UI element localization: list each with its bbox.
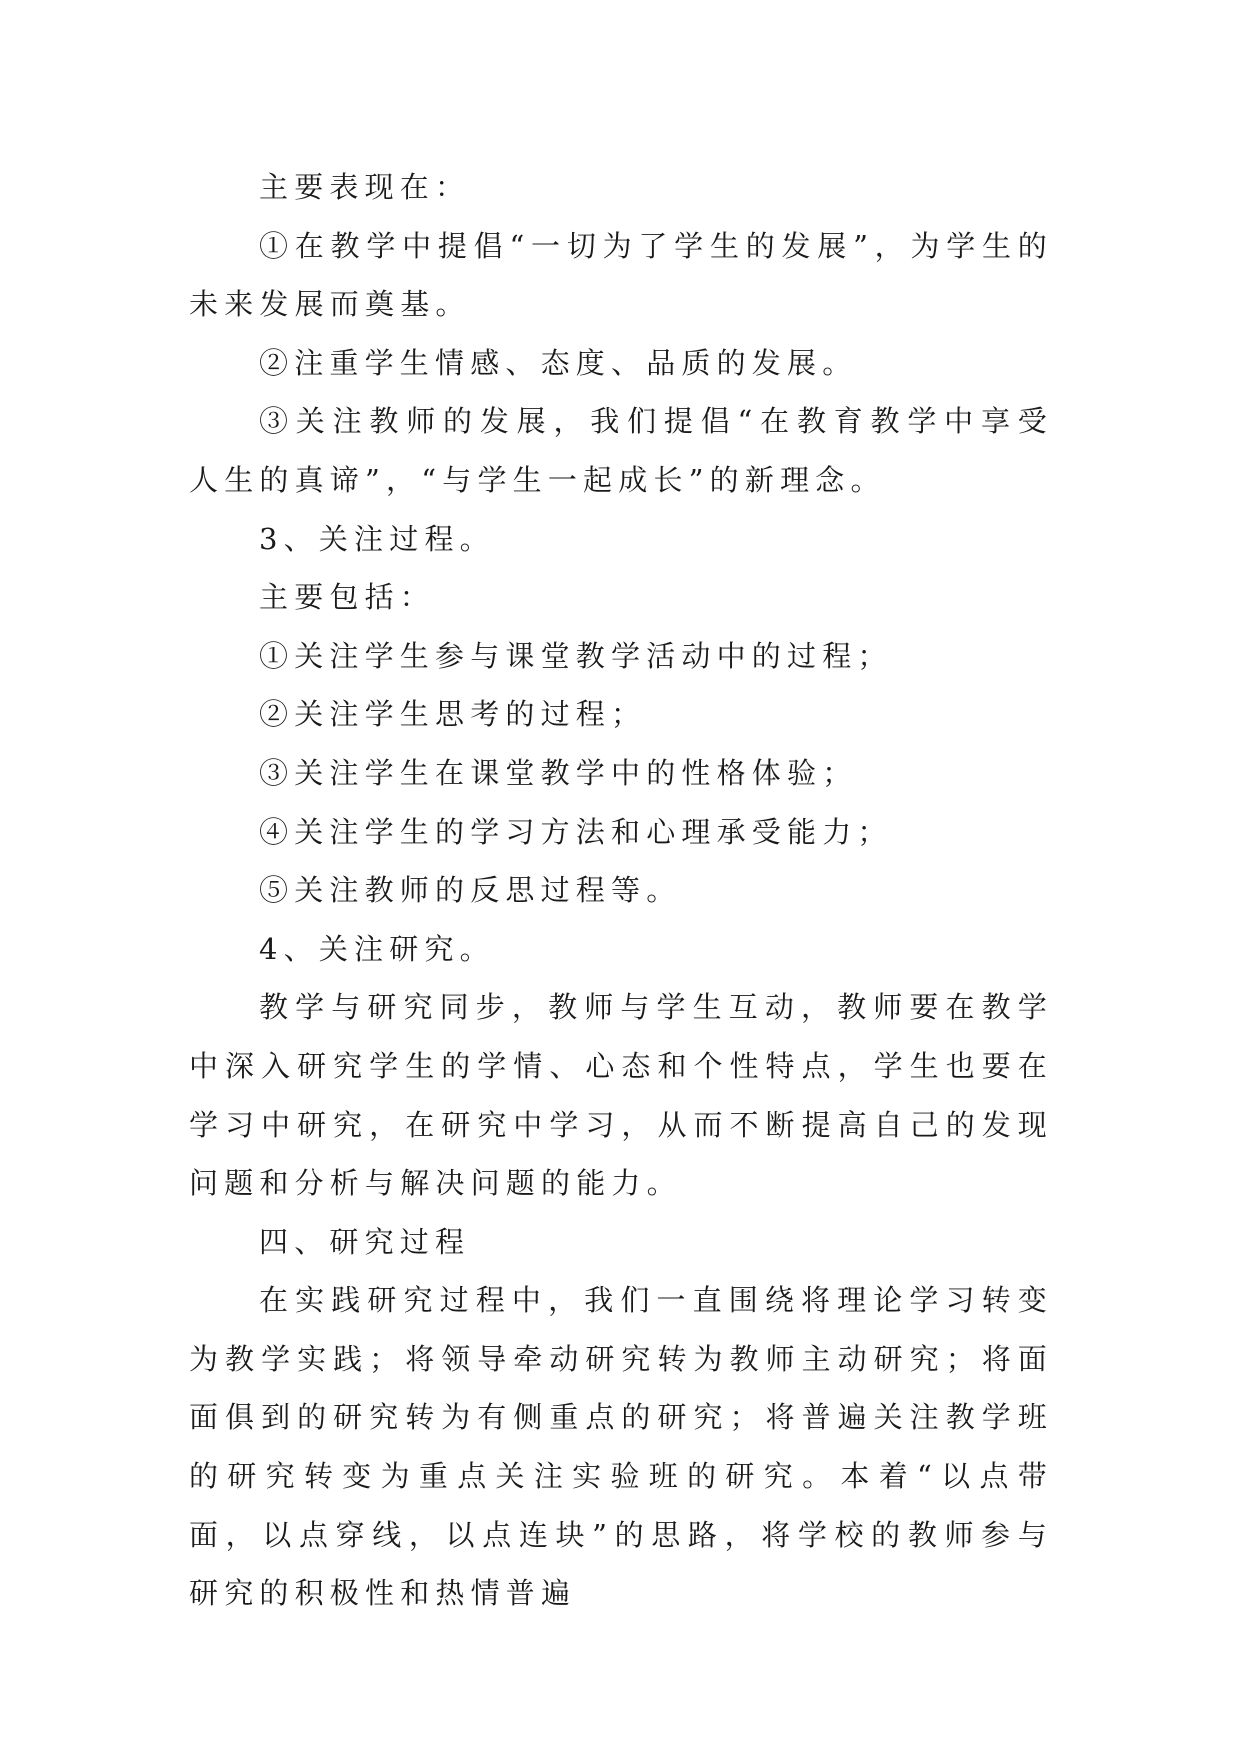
heading-focus-research: 4、关注研究。 — [259, 931, 495, 966]
paragraph-process-item-2: ②关注学生思考的过程； — [259, 697, 647, 732]
paragraph-research-description: 教学与研究同步，教师与学生互动，教师要在教学中深入研究学生的学情、心态和个性特点，学生也要在学习中研究，在研究中学习，从而不断提高自己的发现问题和分析与解决问题的能力。 — [189, 990, 1053, 1201]
document-body — [189, 158, 1053, 1623]
paragraph-main-manifestations: 主要表现在： — [259, 170, 471, 204]
paragraph-research-practice: 在实践研究过程中，我们一直围绕将理论学习转变为教学实践；将领导牵动研究转为教师主动研究；将面面俱到的研究转为有侧重点的研究；将普遍关注教学班的研究转变为重点关注实验班的研究。本着“以点带面，以点穿线，以点连块”的思路，将学校的教师参与研究的积极性和热情普遍 — [189, 1283, 1053, 1611]
paragraph-process-item-4: ④关注学生的学习方法和心理承受能力； — [259, 814, 893, 849]
paragraph-item-3: ③关注教师的发展，我们提倡“在教育教学中享受人生的真谛”，“与学生一起成长”的新理念。 — [189, 404, 1053, 497]
paragraph-process-item-5: ⑤关注教师的反思过程等。 — [259, 873, 682, 908]
heading-focus-process: 3、关注过程。 — [259, 521, 495, 556]
heading-research-process: 四、研究过程 — [259, 1224, 471, 1259]
paragraph-process-item-3: ③关注学生在课堂教学中的性格体验； — [259, 755, 858, 790]
paragraph-main-includes: 主要包括： — [259, 580, 436, 615]
paragraph-item-2: ②注重学生情感、态度、品质的发展。 — [259, 345, 858, 380]
paragraph-item-1: ①在教学中提倡“一切为了学生的发展”，为学生的未来发展而奠基。 — [189, 228, 1053, 322]
paragraph-process-item-1: ①关注学生参与课堂教学活动中的过程； — [259, 638, 893, 673]
